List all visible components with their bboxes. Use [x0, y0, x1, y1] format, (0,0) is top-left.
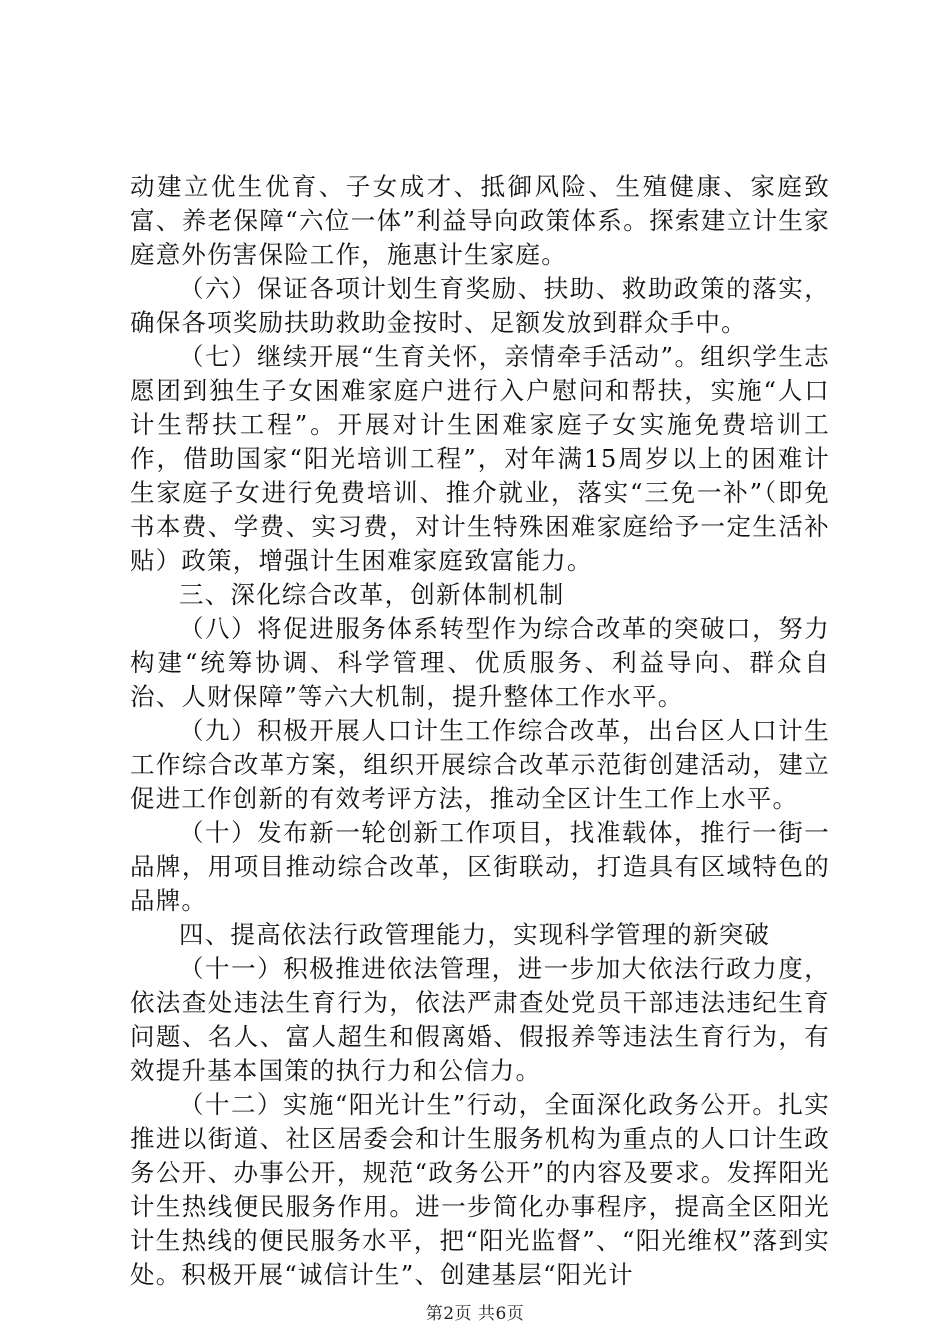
paragraph-12: （十二）实施“阳光计生”行动，全面深化政务公开。扎实推进以街道、社区居委会和计生服务机构为重点的人口计生政务公开、办事公开，规范“政务公开”的内容及要求。发挥阳光计生热线便民服务作用。进一步简化办事程序，提高全区阳光计生热线的便民服务水平，把“阳光监督”、“阳光维权”落到实处。积极开展“诚信计生”、创建基层“阳光计 — [130, 1090, 830, 1289]
document-body — [130, 170, 830, 1292]
section-heading-3: 三、深化综合改革，创新体制机制 — [179, 580, 565, 609]
paragraph-10: （十）发布新一轮创新工作项目，找准载体，推行一街一品牌，用项目推动综合改革，区街联动，打造具有区域特色的品牌。 — [130, 818, 830, 915]
paragraph-11: （十一）积极推进依法管理，进一步加大依法行政力度，依法查处违法生育行为，依法严肃查处党员干部违法违纪生育问题、名人、富人超生和假离婚、假报养等违法生育行为，有效提升基本国策的执行力和公信力。 — [130, 954, 830, 1085]
paragraph-continuation: 动建立优生优育、子女成才、抵御风险、生殖健康、家庭致富、养老保障“六位一体”利益导向政策体系。探索建立计生家庭意外伤害保险工作，施惠计生家庭。 — [130, 172, 830, 269]
paragraph-6: （六）保证各项计划生育奖励、扶助、救助政策的落实，确保各项奖励扶助救助金按时、足额发放到群众手中。 — [130, 274, 830, 337]
page-footer: 第2页 共6页 — [425, 1304, 525, 1324]
paragraph-8: （八）将促进服务体系转型作为综合改革的突破口，努力构建“统筹协调、科学管理、优质服务、利益导向、群众自治、人财保障”等六大机制，提升整体工作水平。 — [130, 614, 830, 711]
section-heading-4: 四、提高依法行政管理能力，实现科学管理的新突破 — [179, 920, 771, 949]
paragraph-7: （七）继续开展“生育关怀，亲情牵手活动”。组织学生志愿团到独生子女困难家庭户进行入户慰问和帮扶，实施“人口计生帮扶工程”。开展对计生困难家庭子女实施免费培训工作，借助国家“阳光培训工程”，对年满15周岁以上的困难计生家庭子女进行免费培训、推介就业，落实“三免一补”（即免书本费、学费、实习费，对计生特殊困难家庭给予一定生活补贴）政策，增强计生困难家庭致富能力。 — [130, 342, 830, 575]
paragraph-9: （九）积极开展人口计生工作综合改革，出台区人口计生工作综合改革方案，组织开展综合改革示范街创建活动，建立促进工作创新的有效考评方法，推动全区计生工作上水平。 — [130, 716, 830, 813]
